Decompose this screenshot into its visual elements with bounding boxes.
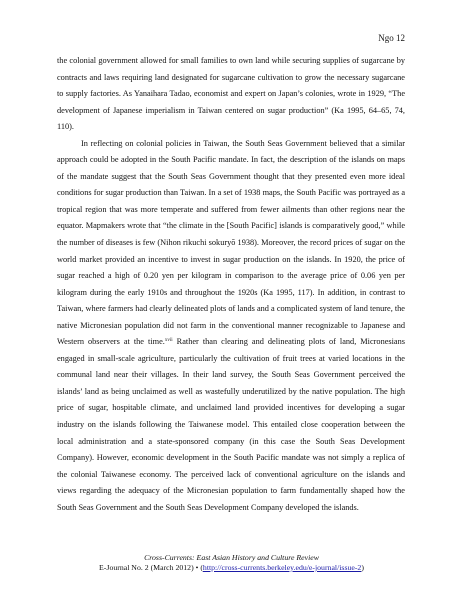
paragraph-text: the colonial government allowed for small families to own land while securing supplies of sugarcane by contracts and laws requiring land designated for sugarcane cultivation to grow the necessary sugarcane to supply factories. As Yanaihara Tadao, economist and expert on Japan’s colonies, wrote in 1929, “The development of Japanese imperialism in Taiwan centered on sugar production” (Ka 1995, 64–65, 74, 110). — [57, 56, 405, 132]
footnote-marker[interactable]: xvii — [164, 338, 173, 344]
paragraph-text-continued: Rather than clearing and delineating plots of land, Micronesians engaged in small-scale agriculture, particularly the cultivation of fruit trees at varied locations in the communal land near their villages. In their land survey, the South Seas Government perceived the islands’ land as being unclaimed as well as wastefully underutilized by the native population. The high price of sugar, hospitable climate, and unclaimed land provided incentives for developing a sugar industry on the islands following the Taiwanese model. This entailed close cooperation between the local administration and a state-sponsored company (in this case the South Seas Development Company). However, economic development in the South Pacific mandate was not simply a replica of the colonial Taiwanese economy. The perceived lack of conventional agriculture on the islands and views regarding the adequacy of the Micronesian population to farm fundamentally shaped how the South Seas Government and the South Seas Development Company developed the islands. — [57, 337, 405, 512]
body-text — [57, 53, 405, 516]
paren-close: ) — [361, 563, 364, 572]
paragraph-text: In reflecting on colonial policies in Taiwan, the South Seas Government believed that a similar approach could be adopted in the South Pacific mandate. In fact, the description of the islands on maps of the mandate suggest that the South Seas Government thought that they presented even more ideal conditions for sugar production than Taiwan. In a set of 1938 maps, the South Pacific was portrayed as a tropical region that was more temperate and suffered from fewer ailments than other regions near the equator. Mapmakers wrote that “the climate in the [South Pacific] islands is comparatively good,” while the number of diseases is few (Nihon rikuchi sokuryō 1938). Moreover, the record prices of sugar on the world market provided an incentive to invest in sugar production on the islands. In 1920, the price of sugar reached a high of 0.20 yen per kilogram in comparison to the average price of 0.06 yen per kilogram during the early 1910s and throughout the 1920s (Ka 1995, 117). In addition, in contrast to Taiwan, where farmers had clearly delineated plots of lands and a complicated system of land tenure, the native Micronesian population did not farm in the conventional manner recognizable to Japanese and Western observers at the time. — [57, 138, 405, 347]
page-header — [378, 33, 405, 43]
issue-link[interactable]: http://cross-currents.berkeley.edu/e-journal/issue-2 — [202, 563, 362, 572]
page-footer — [0, 553, 463, 573]
issue-text: E-Journal No. 2 (March 2012) • — [99, 563, 199, 572]
page-number-label: Ngo 12 — [378, 33, 405, 43]
issue-line — [0, 563, 463, 573]
paren-open: ( — [200, 563, 203, 572]
paragraph-continuation — [57, 53, 405, 136]
paragraph-colonial-policies — [57, 136, 405, 517]
journal-title: Cross-Currents: East Asian History and Culture Review — [144, 553, 319, 562]
